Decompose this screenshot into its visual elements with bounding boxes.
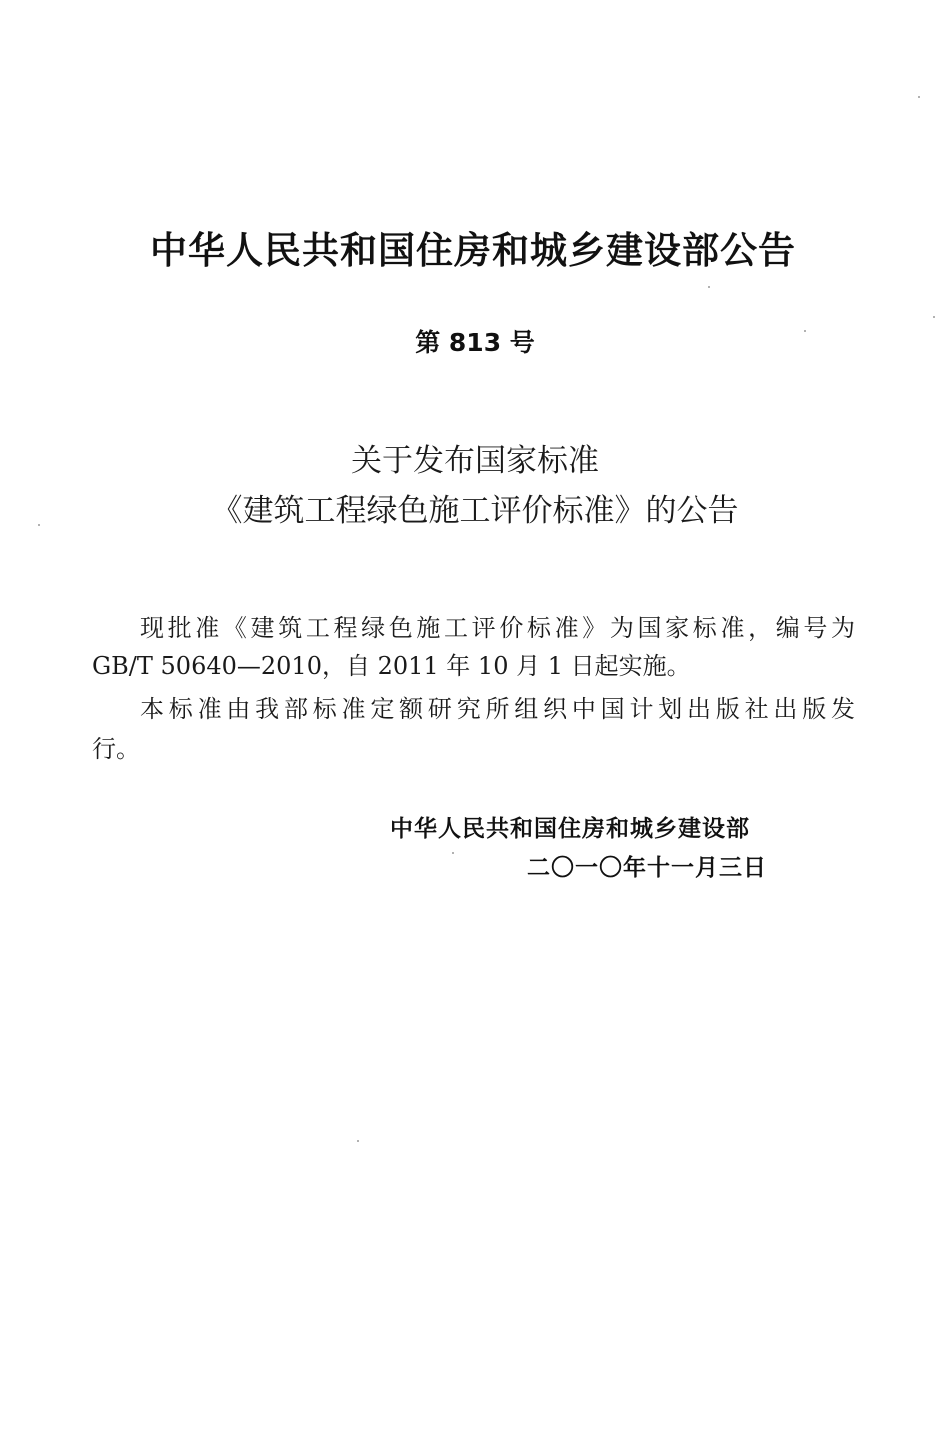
subject-line-2: 《建筑工程绿色施工评价标准》的公告 (211, 493, 739, 529)
signing-date: 二〇一〇年十一月三日 (527, 855, 767, 881)
scan-speck (38, 524, 40, 526)
scan-speck (357, 1140, 359, 1142)
announcement-title: 中华人民共和国住房和城乡建设部公告 (150, 229, 796, 272)
scan-speck (918, 96, 920, 98)
scan-speck (708, 286, 710, 288)
subject-line-1: 关于发布国家标准 (351, 443, 599, 479)
paragraph-1-line-1: 现批准《建筑工程绿色施工评价标准》为国家标准，编号为 (140, 614, 855, 642)
scan-speck (804, 330, 806, 332)
paragraph-2-line-1: 本标准由我部标准定额研究所组织中国计划出版社出版发 (140, 695, 855, 723)
signing-organization: 中华人民共和国住房和城乡建设部 (390, 816, 750, 842)
issue-number: 第 813 号 (415, 328, 535, 357)
paragraph-1-line-2: GB/T 50640—2010，自 2011 年 10 月 1 日起实施。 (92, 652, 691, 680)
paragraph-2-line-2: 行。 (92, 735, 140, 763)
scan-speck (933, 316, 935, 318)
scan-speck (452, 852, 454, 854)
